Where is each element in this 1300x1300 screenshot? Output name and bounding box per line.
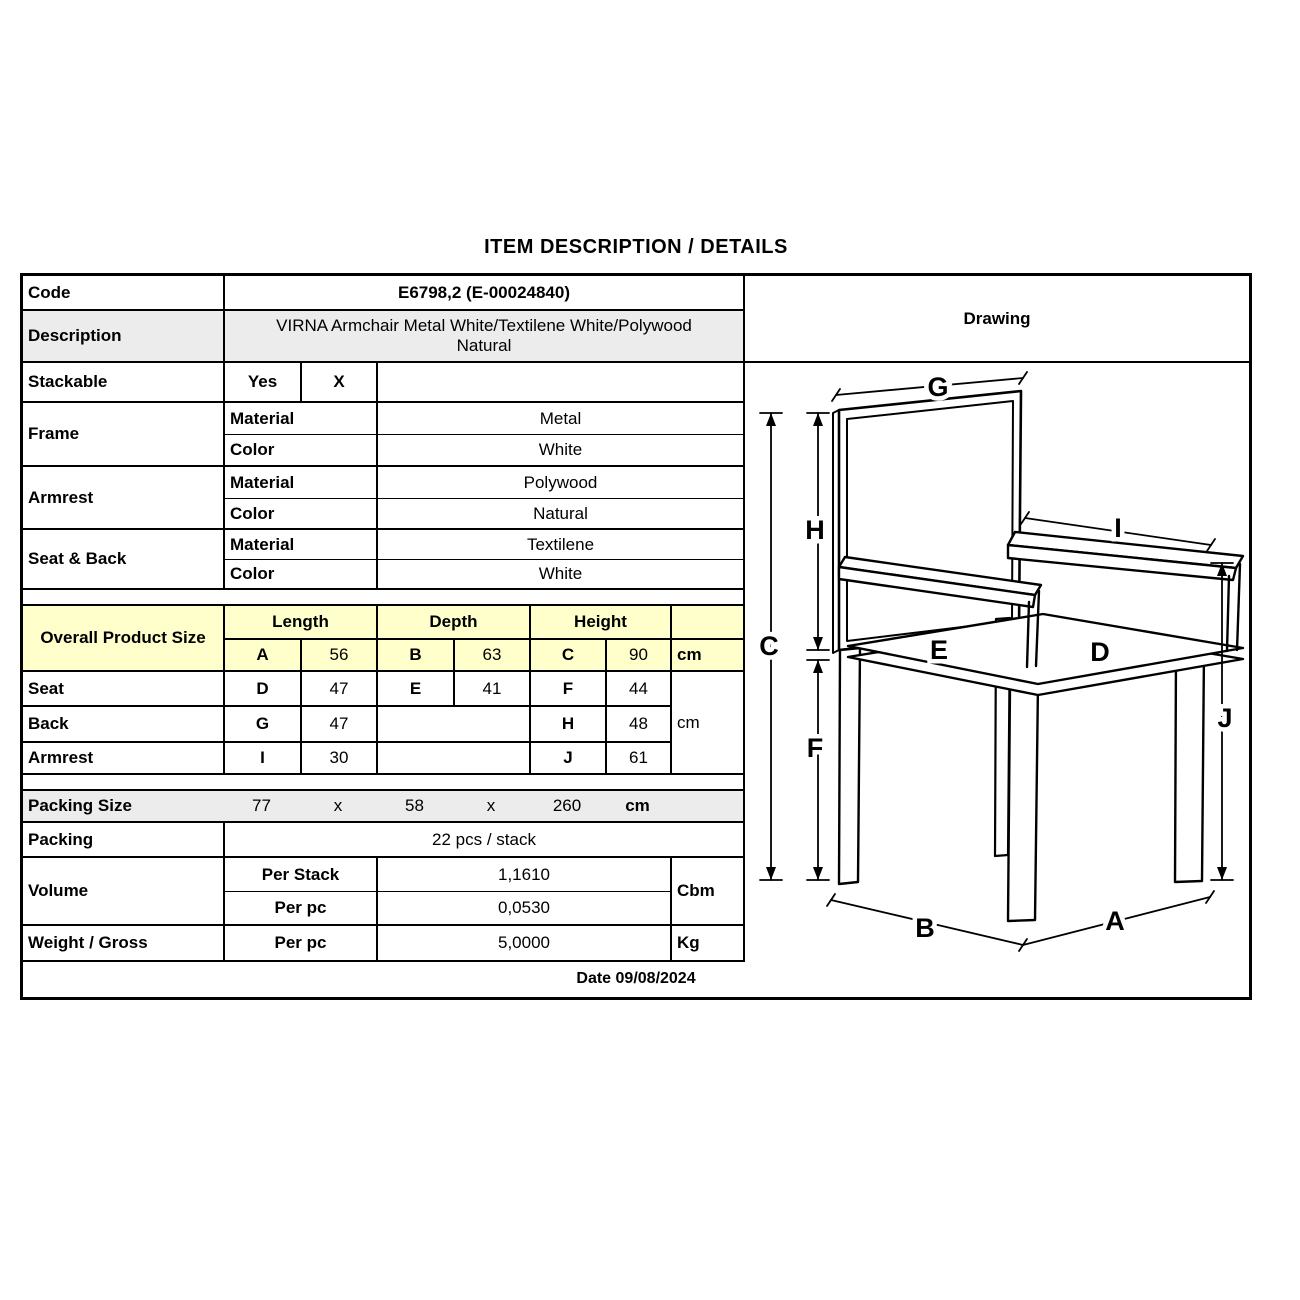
row-seat <box>23 672 670 707</box>
dim-label-h: H <box>805 515 825 545</box>
description-label: Description <box>23 311 223 361</box>
row-back <box>23 707 670 743</box>
dim-h-key: H <box>529 707 605 741</box>
dim-label-e: E <box>929 635 949 665</box>
dim-j-value: 61 <box>605 743 670 773</box>
stackable-empty <box>376 363 743 401</box>
packing-size-x1: x <box>300 791 376 821</box>
volume-unit: Cbm <box>670 858 743 924</box>
dim-i-key: I <box>223 743 300 773</box>
packing-size-label: Packing Size <box>23 791 223 821</box>
row-stackable <box>23 363 743 403</box>
weight-value: 5,0000 <box>376 926 670 960</box>
color-label: Color <box>223 560 376 588</box>
back-empty <box>376 707 529 741</box>
dim-label-i: I <box>1114 513 1122 543</box>
size-rows-unit: cm <box>670 672 743 775</box>
dim-label-a: A <box>1105 906 1125 936</box>
page-title: ITEM DESCRIPTION / DETAILS <box>484 236 788 258</box>
seatback-color-value: White <box>376 560 743 588</box>
row-description <box>23 311 743 363</box>
depth-header: Depth <box>376 606 529 640</box>
color-label: Color <box>223 435 376 465</box>
description-line1: VIRNA Armchair Metal White/Textilene White/Polywood <box>276 316 692 335</box>
dim-h-value: 48 <box>605 707 670 741</box>
drawing-title: Drawing <box>745 276 1249 363</box>
dim-e-value: 41 <box>453 672 529 705</box>
packing-size-v3: 260 <box>529 791 605 821</box>
dim-i-value: 30 <box>300 743 376 773</box>
stackable-mark: X <box>300 363 376 401</box>
dim-b-key: B <box>376 640 453 670</box>
stackable-yes: Yes <box>223 363 300 401</box>
dim-label-j: J <box>1217 703 1233 733</box>
packing-size-x2: x <box>453 791 529 821</box>
drawing-panel <box>743 276 1249 962</box>
armrest-size-empty <box>376 743 529 773</box>
volume-stack-value: 1,1610 <box>376 858 670 892</box>
row-weight <box>23 926 743 962</box>
length-header: Length <box>223 606 376 640</box>
row-packing-size <box>23 791 743 823</box>
row-date <box>23 962 1249 996</box>
material-label: Material <box>223 530 376 560</box>
seatback-group-label: Seat & Back <box>28 549 127 568</box>
frame-material-value: Metal <box>376 403 743 435</box>
volume-label: Volume <box>28 881 89 900</box>
dim-f-key: F <box>529 672 605 705</box>
volume-pc-value: 0,0530 <box>376 892 670 924</box>
material-label: Material <box>223 403 376 435</box>
description-line2: Natural <box>456 336 512 355</box>
dim-g-key: G <box>223 707 300 741</box>
packing-size-v2: 58 <box>376 791 453 821</box>
weight-unit: Kg <box>670 926 743 960</box>
dim-b-value: 63 <box>453 640 529 670</box>
color-label: Color <box>223 499 376 528</box>
dim-e-key: E <box>376 672 453 705</box>
packing-label: Packing <box>28 829 94 849</box>
armrest-material-value: Polywood <box>376 467 743 499</box>
dim-label-c: C <box>759 631 779 661</box>
dim-f-value: 44 <box>605 672 670 705</box>
weight-label: Weight / Gross <box>28 933 148 952</box>
code-label: Code <box>28 282 71 302</box>
frame-color-value: White <box>376 435 743 465</box>
dim-a-value: 56 <box>300 640 376 670</box>
dim-c-value: 90 <box>605 640 670 670</box>
armrest-size-label: Armrest <box>28 748 94 767</box>
armrest-color-value: Natural <box>376 499 743 528</box>
frame-group-label: Frame <box>28 424 80 443</box>
dim-label-g: G <box>927 372 949 402</box>
packing-size-unit: cm <box>605 791 670 821</box>
volume-pc-key: Per pc <box>223 892 376 924</box>
dim-a-key: A <box>223 640 300 670</box>
height-header: Height <box>529 606 670 640</box>
back-label: Back <box>28 714 69 733</box>
dim-j-key: J <box>529 743 605 773</box>
date-text: Date 09/08/2024 <box>576 970 696 987</box>
row-packing <box>23 823 743 858</box>
weight-key: Per pc <box>223 926 376 960</box>
packing-size-v1: 77 <box>223 791 300 821</box>
dim-label-b: B <box>915 913 935 943</box>
seat-label: Seat <box>28 678 64 698</box>
volume-stack-key: Per Stack <box>223 858 376 892</box>
dim-label-d: D <box>1090 637 1110 667</box>
armrest-group-label: Armrest <box>28 487 94 507</box>
dim-c-key: C <box>529 640 605 670</box>
material-label: Material <box>223 467 376 499</box>
stackable-label: Stackable <box>28 372 108 391</box>
size-unit: cm <box>670 640 743 670</box>
code-value: E6798,2 (E-00024840) <box>223 276 743 309</box>
row-armrest-size <box>23 743 670 775</box>
dim-d-value: 47 <box>300 672 376 705</box>
seatback-material-value: Textilene <box>376 530 743 560</box>
size-header-empty <box>670 606 743 640</box>
row-code <box>23 276 743 311</box>
overall-size-label: Overall Product Size <box>23 606 223 670</box>
dim-label-f: F <box>806 733 824 763</box>
dim-d-key: D <box>223 672 300 705</box>
spec-table <box>20 273 1252 1000</box>
chair-drawing <box>745 363 1249 960</box>
packing-value: 22 pcs / stack <box>223 823 743 856</box>
description-value <box>223 311 743 361</box>
spacer-row <box>23 775 743 791</box>
dim-g-value: 47 <box>300 707 376 741</box>
spacer-row <box>23 590 743 606</box>
